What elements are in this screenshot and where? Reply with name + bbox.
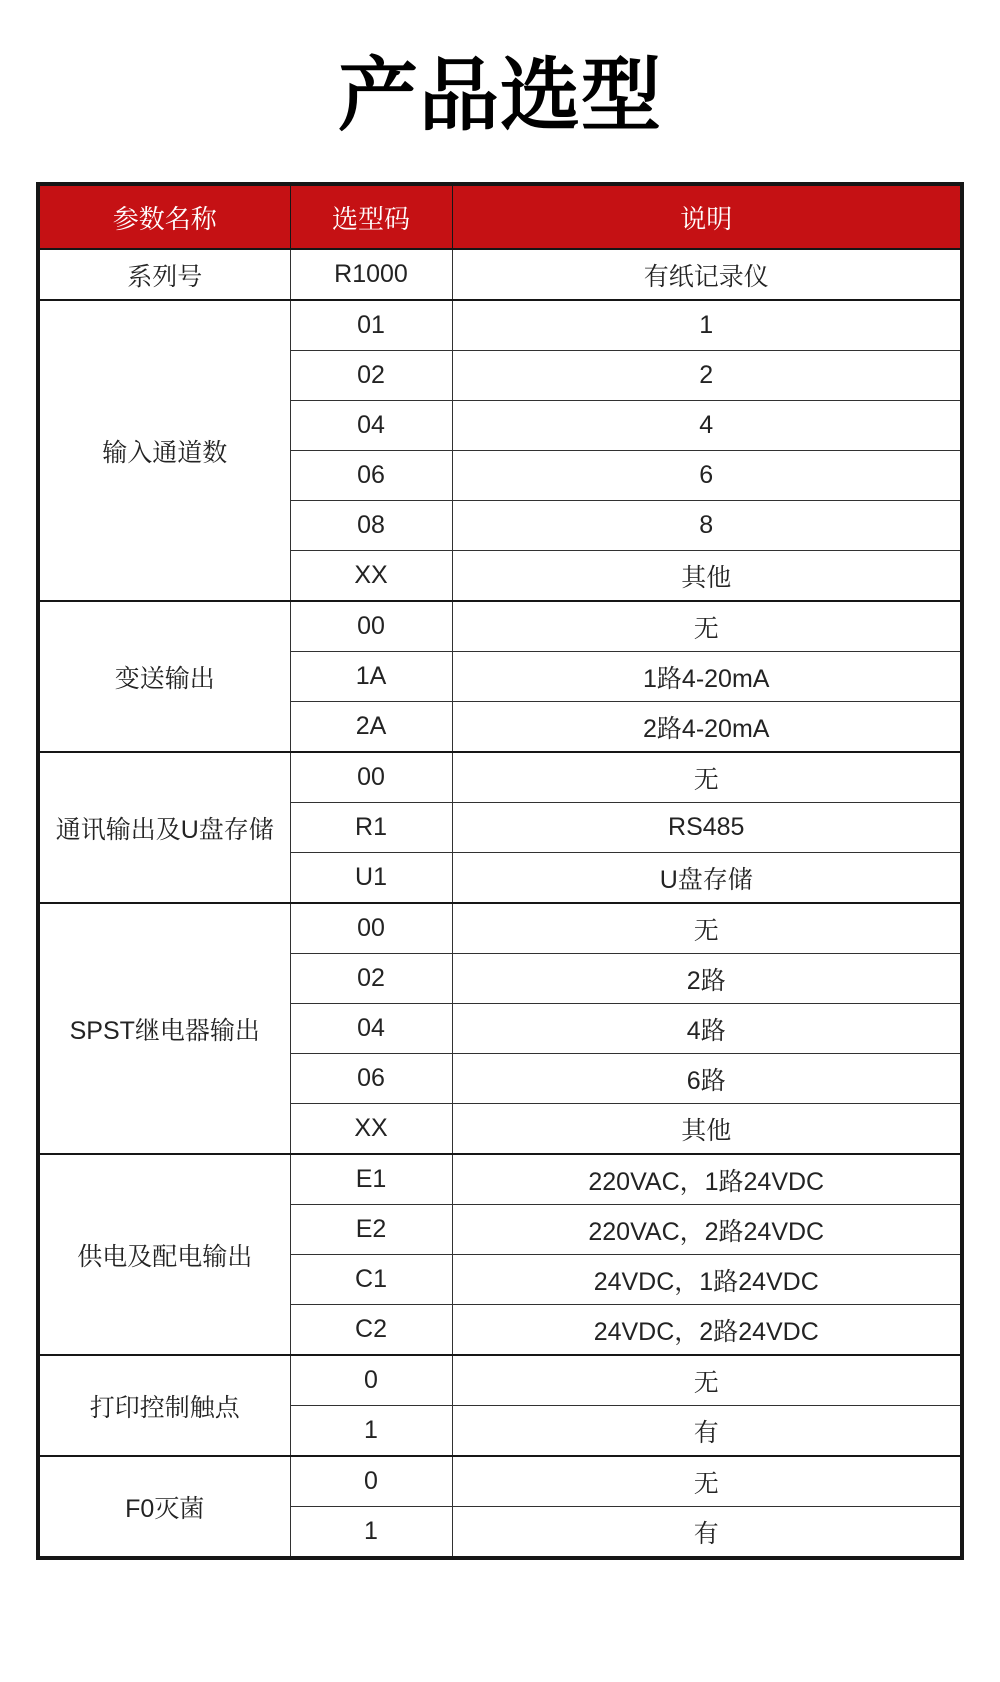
selection-code-cell: R1 [290,803,452,853]
description-cell: 24VDC，2路24VDC [452,1305,962,1356]
selection-code-cell: 02 [290,351,452,401]
selection-code-cell: 2A [290,702,452,753]
selection-code-cell: C2 [290,1305,452,1356]
selection-code-cell: 06 [290,1054,452,1104]
parameter-name-cell: 供电及配电输出 [38,1154,290,1355]
column-header-description: 说明 [452,184,962,249]
description-cell: 8 [452,501,962,551]
description-cell: 220VAC，2路24VDC [452,1205,962,1255]
description-cell: RS485 [452,803,962,853]
table-row [38,300,962,351]
description-cell: 1 [452,300,962,351]
column-header-selection-code: 选型码 [290,184,452,249]
selection-code-cell: 0 [290,1456,452,1507]
selection-code-cell: 1 [290,1406,452,1457]
selection-code-cell: C1 [290,1255,452,1305]
description-cell: 有纸记录仪 [452,249,962,300]
selection-code-cell: 1A [290,652,452,702]
description-cell: 2 [452,351,962,401]
selection-code-cell: E1 [290,1154,452,1205]
parameter-name-cell: 通讯输出及U盘存储 [38,752,290,903]
table-row [38,1154,962,1205]
description-cell: 其他 [452,1104,962,1155]
selection-code-cell: 06 [290,451,452,501]
table-row [38,249,962,300]
page-title: 产品选型 [338,51,662,140]
table-header [38,184,962,249]
description-cell: 220VAC，1路24VDC [452,1154,962,1205]
product-selection-table [36,182,964,1560]
table-row [38,752,962,803]
selection-code-cell: XX [290,551,452,602]
selection-code-cell: 00 [290,752,452,803]
selection-code-cell: 04 [290,401,452,451]
column-header-parameter-name: 参数名称 [38,184,290,249]
description-cell: 无 [452,752,962,803]
description-cell: U盘存储 [452,853,962,904]
selection-code-cell: 02 [290,954,452,1004]
selection-code-cell: R1000 [290,249,452,300]
selection-code-cell: 08 [290,501,452,551]
table-row [38,1355,962,1406]
description-cell: 4 [452,401,962,451]
parameter-name-cell: F0灭菌 [38,1456,290,1558]
description-cell: 6 [452,451,962,501]
selection-code-cell: 00 [290,903,452,954]
selection-code-cell: 1 [290,1507,452,1559]
description-cell: 24VDC，1路24VDC [452,1255,962,1305]
description-cell: 2路 [452,954,962,1004]
table-body [38,249,962,1558]
description-cell: 其他 [452,551,962,602]
table-header-row [38,184,962,249]
description-cell: 无 [452,601,962,652]
parameter-name-cell: 变送输出 [38,601,290,752]
parameter-name-cell: 系列号 [38,249,290,300]
table-row [38,903,962,954]
selection-code-cell: 00 [290,601,452,652]
description-cell: 无 [452,1456,962,1507]
parameter-name-cell: SPST继电器输出 [38,903,290,1154]
description-cell: 无 [452,1355,962,1406]
table-row [38,1456,962,1507]
parameter-name-cell: 打印控制触点 [38,1355,290,1456]
description-cell: 1路4-20mA [452,652,962,702]
selection-code-cell: E2 [290,1205,452,1255]
selection-code-cell: 01 [290,300,452,351]
description-cell: 有 [452,1406,962,1457]
description-cell: 有 [452,1507,962,1559]
selection-code-cell: 0 [290,1355,452,1406]
description-cell: 4路 [452,1004,962,1054]
description-cell: 6路 [452,1054,962,1104]
selection-code-cell: 04 [290,1004,452,1054]
selection-code-cell: XX [290,1104,452,1155]
description-cell: 无 [452,903,962,954]
description-cell: 2路4-20mA [452,702,962,753]
selection-code-cell: U1 [290,853,452,904]
table-row [38,601,962,652]
parameter-name-cell: 输入通道数 [38,300,290,601]
